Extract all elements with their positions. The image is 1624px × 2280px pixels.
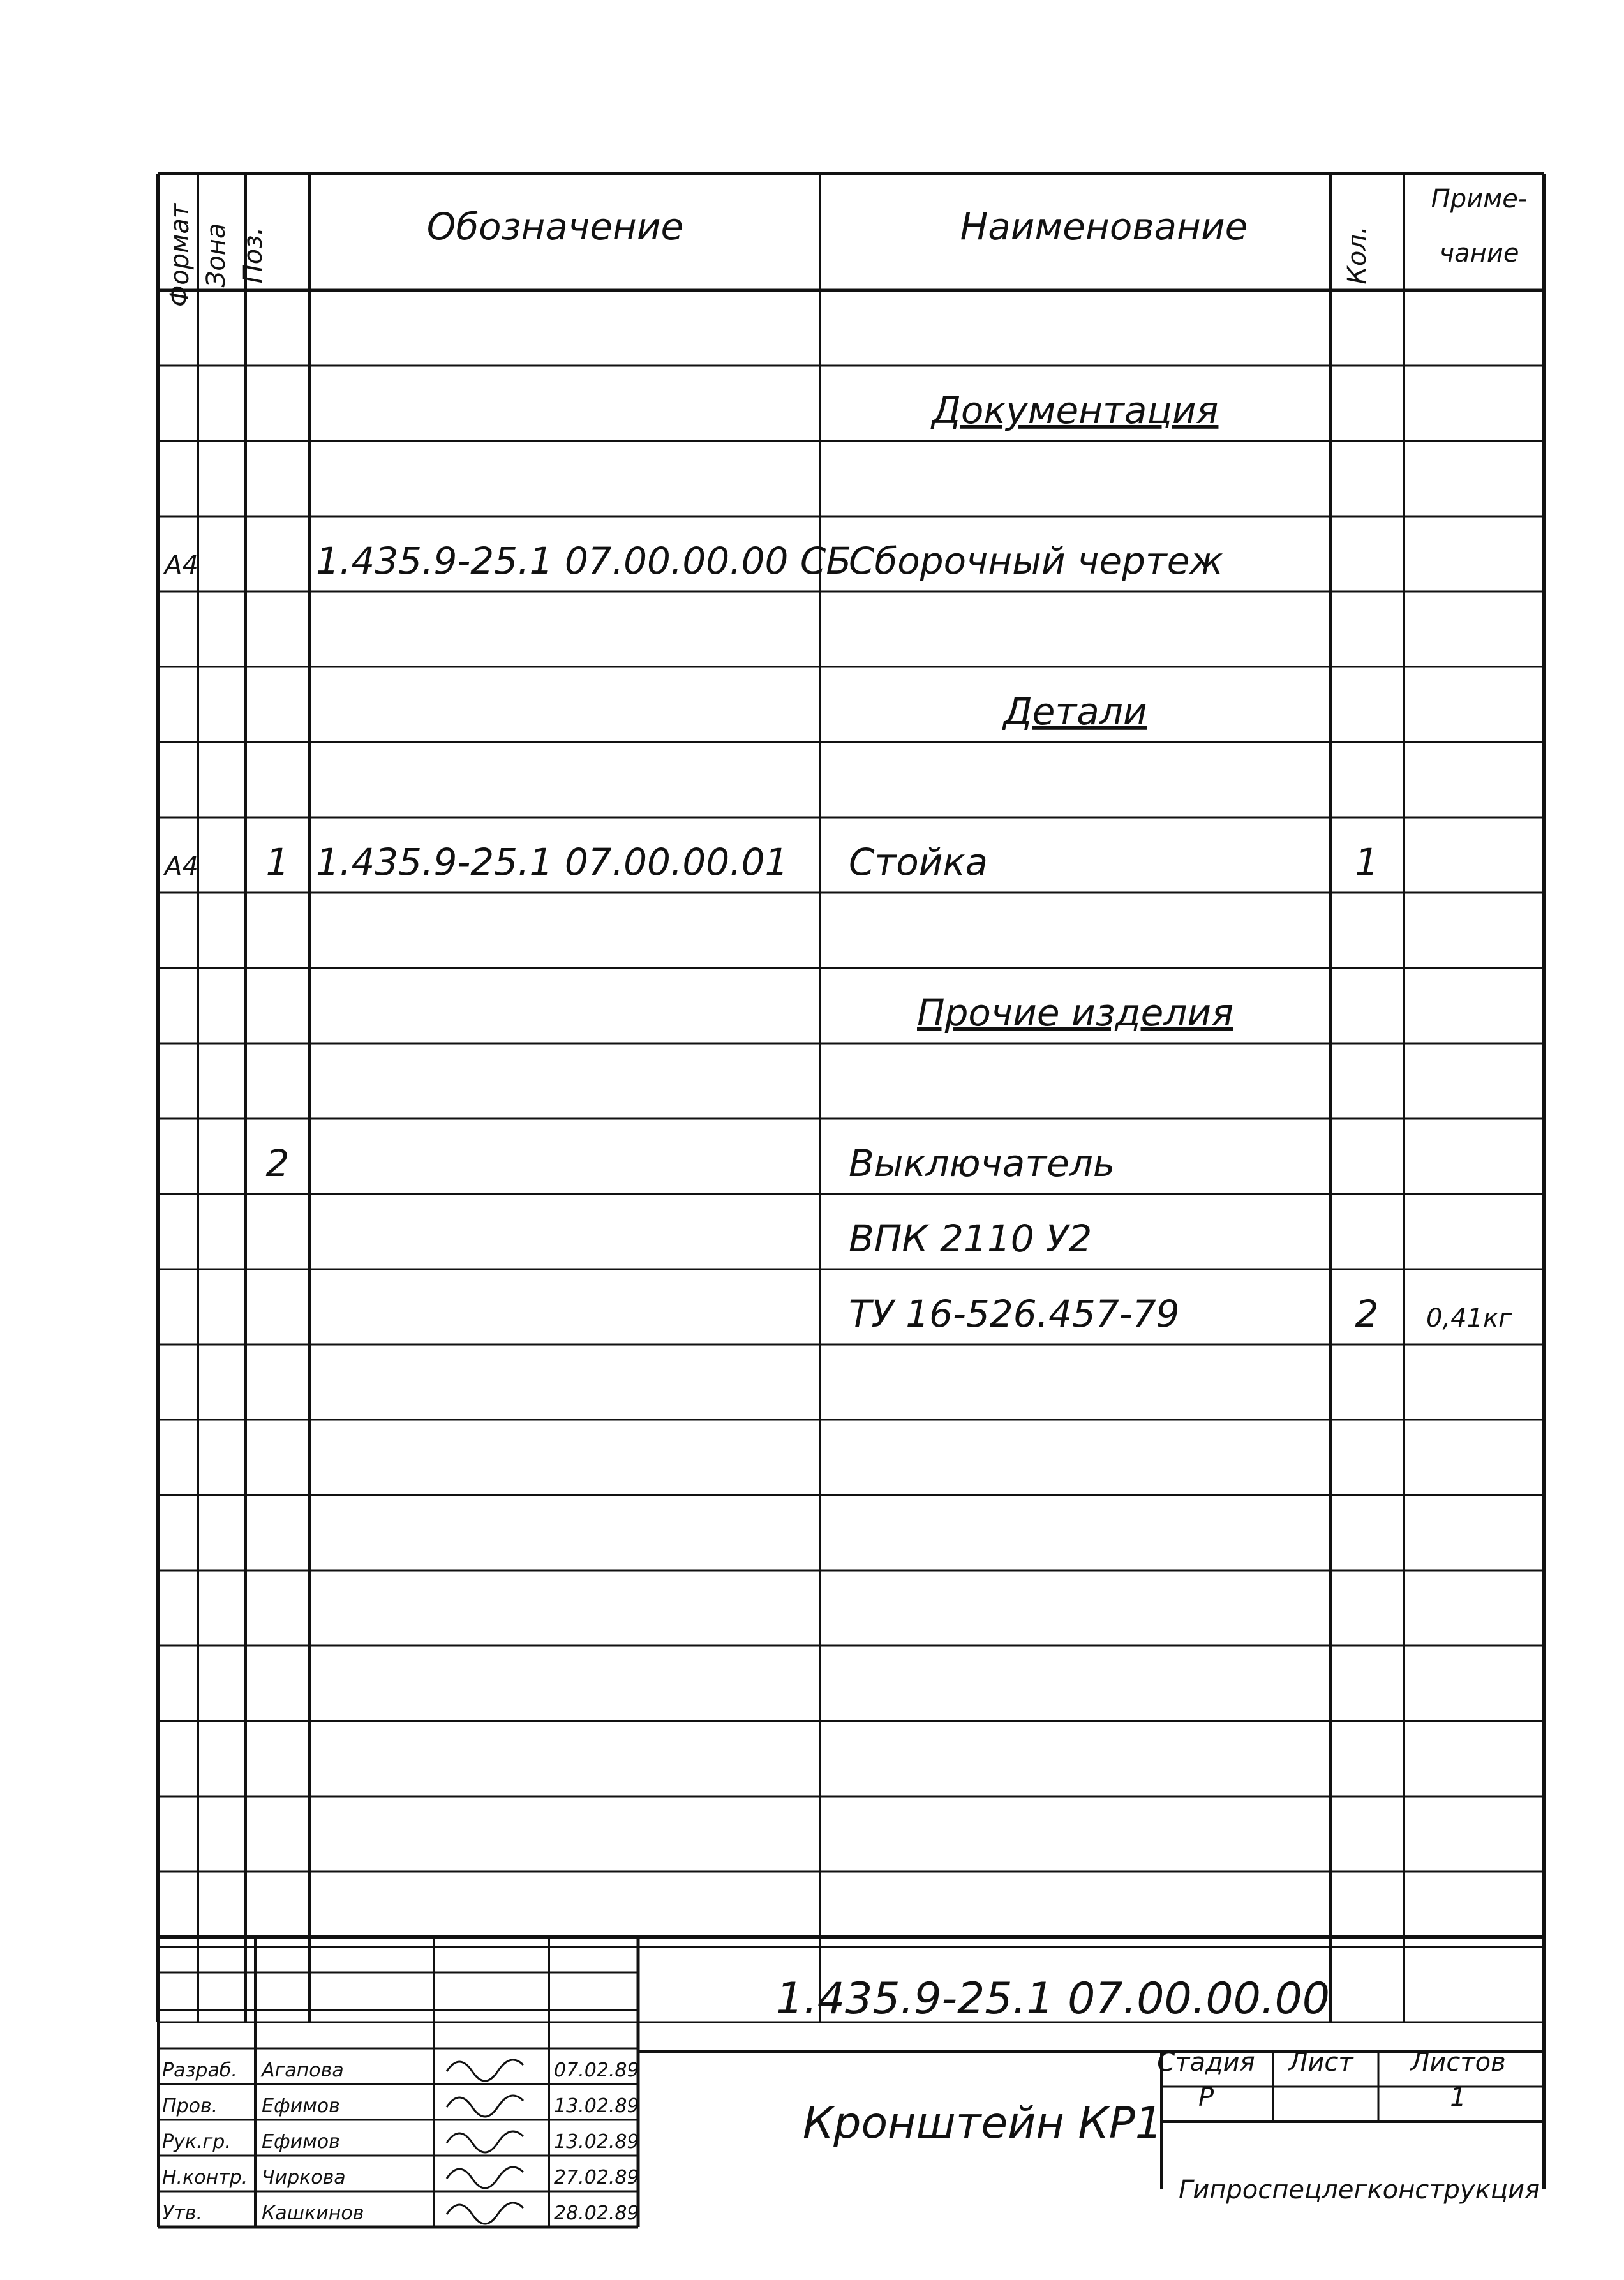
section-heading: Документация bbox=[932, 389, 1219, 432]
row-name: Сборочный чертеж bbox=[849, 539, 1223, 583]
signature-role: Утв. bbox=[162, 2202, 202, 2224]
sheets-value: 1 bbox=[1450, 2083, 1466, 2112]
signature-name: Ефимов bbox=[262, 2095, 340, 2117]
header-format: Формат bbox=[165, 203, 195, 308]
signature-date: 13.02.89 bbox=[554, 2131, 639, 2153]
signature-name: Кашкинов bbox=[262, 2202, 364, 2224]
header-note-line1: Приме- bbox=[1431, 184, 1528, 214]
organization: Гипроспецлегконструкция bbox=[1178, 2175, 1540, 2205]
product-name: Кронштейн КР1 bbox=[803, 2098, 1163, 2149]
row-format: А4 bbox=[165, 551, 198, 580]
header-pos: Поз. bbox=[239, 227, 268, 284]
header-note-line2: чание bbox=[1439, 239, 1519, 268]
signature-date: 28.02.89 bbox=[554, 2202, 639, 2224]
header-qty: Кол. bbox=[1343, 226, 1372, 285]
sheets-label: Листов bbox=[1410, 2048, 1506, 2077]
header-name: Наименование bbox=[960, 205, 1248, 248]
row-designation: 1.435.9-25.1 07.00.00.01 bbox=[316, 840, 789, 884]
signature-name: Ефимов bbox=[262, 2131, 340, 2153]
signature-name: Агапова bbox=[262, 2059, 344, 2082]
signature-name: Чиркова bbox=[262, 2166, 346, 2189]
row-name: Стойка bbox=[849, 840, 988, 884]
signature-role: Пров. bbox=[162, 2095, 218, 2117]
row-name: ВПК 2110 У2 bbox=[849, 1217, 1092, 1260]
header-zone: Зона bbox=[202, 223, 231, 288]
row-pos: 1 bbox=[265, 840, 290, 884]
row-name: ТУ 16-526.457-79 bbox=[849, 1292, 1180, 1336]
document-code: 1.435.9-25.1 07.00.00.00 bbox=[775, 1974, 1330, 2024]
section-heading: Прочие изделия bbox=[917, 991, 1233, 1034]
signature-date: 27.02.89 bbox=[554, 2166, 639, 2189]
header-designation: Обозначение bbox=[426, 205, 684, 248]
signature-role: Разраб. bbox=[162, 2059, 237, 2082]
stage-value: Р bbox=[1198, 2083, 1214, 2112]
row-name: Выключатель bbox=[849, 1142, 1115, 1185]
row-pos: 2 bbox=[265, 1142, 290, 1185]
signature-role: Н.контр. bbox=[162, 2166, 248, 2189]
sheet-label: Лист bbox=[1288, 2048, 1353, 2077]
row-designation: 1.435.9-25.1 07.00.00.00 СБ bbox=[316, 539, 852, 583]
row-format: А4 bbox=[165, 852, 198, 881]
signature-role: Рук.гр. bbox=[162, 2131, 231, 2153]
signature-date: 13.02.89 bbox=[554, 2095, 639, 2117]
row-qty: 1 bbox=[1355, 840, 1379, 884]
stage-label: Стадия bbox=[1157, 2048, 1255, 2077]
row-note: 0,41кг bbox=[1426, 1304, 1512, 1333]
signature-date: 07.02.89 bbox=[554, 2059, 639, 2082]
section-heading: Детали bbox=[1003, 690, 1147, 733]
row-qty: 2 bbox=[1355, 1292, 1379, 1336]
